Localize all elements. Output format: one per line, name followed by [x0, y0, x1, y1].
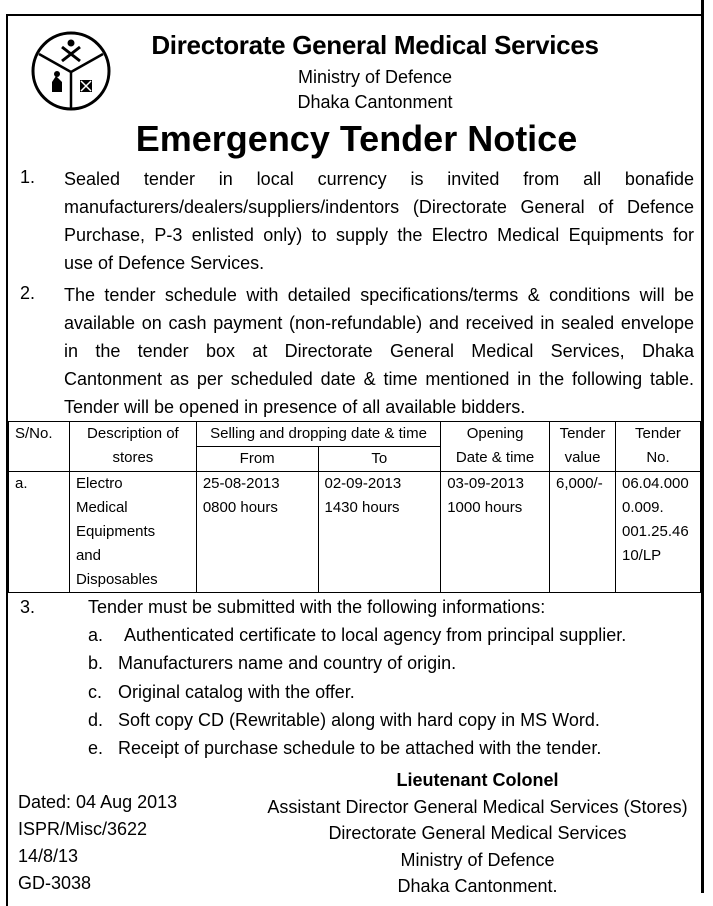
para2-line: available on cash payment (non-refundable) and received in sealed envelope	[64, 313, 694, 333]
cell-description: Electro Medical Equipments and Disposables	[69, 472, 196, 593]
col-header-to: To	[318, 447, 441, 472]
cell-tender-no: 06.04.000 0.009. 001.25.46 10/LP	[615, 472, 700, 593]
para1-line: Sealed tender in local currency is invited from all bonafide	[64, 169, 694, 189]
footer-signatory	[255, 767, 700, 900]
signatory-rank: Lieutenant Colonel	[396, 770, 559, 790]
item-label: b.	[88, 653, 104, 673]
para1-text	[64, 165, 694, 277]
cell-value: 6,000/-	[550, 472, 616, 593]
cell-opening: 03-09-2013 1000 hours	[441, 472, 550, 593]
para2-number: 2.	[20, 283, 36, 303]
para1-number: 1.	[20, 167, 36, 187]
para3-heading: Tender must be submitted with the following informations:	[88, 597, 546, 617]
signatory-designation: Assistant Director General Medical Services (Stores)	[267, 796, 688, 817]
para2-line: Cantonment as per scheduled date & time mentioned in the following table.	[64, 369, 694, 389]
item-text: Soft copy CD (Rewritable) along with hard copy in MS Word.	[118, 710, 600, 730]
col-header-sn: S/No.	[9, 422, 70, 472]
cell-to: 02-09-2013 1430 hours	[318, 472, 441, 593]
item-label: c.	[88, 682, 103, 702]
item-label: d.	[88, 710, 104, 730]
footer-date2: 14/8/13	[18, 846, 79, 866]
org-ministry: Ministry of Defence	[297, 67, 453, 87]
table-row	[9, 472, 701, 593]
signatory-location: Dhaka Cantonment.	[397, 876, 558, 896]
footer-gd: GD-3038	[18, 873, 92, 893]
notice-title: Emergency Tender Notice	[135, 118, 578, 159]
cell-sn: a.	[9, 472, 70, 593]
col-header-from: From	[196, 447, 318, 472]
item-label: a.	[88, 625, 104, 645]
para2-line: in the tender box at Directorate General Medical Services, Dhaka	[64, 341, 694, 361]
footer-reference	[18, 789, 177, 897]
para3-number: 3.	[20, 597, 36, 617]
para2-line: The tender schedule with detailed specifications/terms & conditions will be	[64, 285, 694, 305]
col-header-value: Tender value	[550, 422, 616, 472]
footer-dated: Dated: 04 Aug 2013	[18, 792, 178, 812]
org-location: Dhaka Cantonment	[297, 92, 453, 112]
col-header-tender-no: Tender No.	[615, 422, 700, 472]
cell-from: 25-08-2013 0800 hours	[196, 472, 318, 593]
para1-line: manufacturers/dealers/suppliers/indentors (Directorate General of Defence	[64, 197, 694, 217]
para1-line: use of Defence Services.	[64, 253, 265, 273]
item-label: e.	[88, 738, 104, 758]
para2-line: Tender will be opened in presence of all available bidders.	[64, 397, 526, 417]
col-header-description: Description of stores	[69, 422, 196, 472]
signatory-org: Directorate General Medical Services	[328, 823, 627, 843]
footer-ref: ISPR/Misc/3622	[18, 819, 148, 839]
item-text: Original catalog with the offer.	[118, 682, 355, 702]
para2-text	[64, 281, 694, 421]
col-header-selling: Selling and dropping date & time	[196, 422, 440, 447]
org-title: Directorate General Medical Services	[151, 30, 599, 60]
signatory-ministry: Ministry of Defence	[400, 849, 555, 870]
item-text: Authenticated certificate to local agency from principal supplier.	[124, 625, 627, 645]
tender-table	[8, 421, 701, 593]
item-text: Manufacturers name and country of origin.	[118, 653, 457, 673]
col-header-opening: Opening Date & time	[441, 422, 550, 472]
item-text: Receipt of purchase schedule to be attached with the tender.	[118, 738, 602, 758]
para1-line: Purchase, P-3 enlisted only) to supply the Electro Medical Equipments for	[64, 225, 694, 245]
